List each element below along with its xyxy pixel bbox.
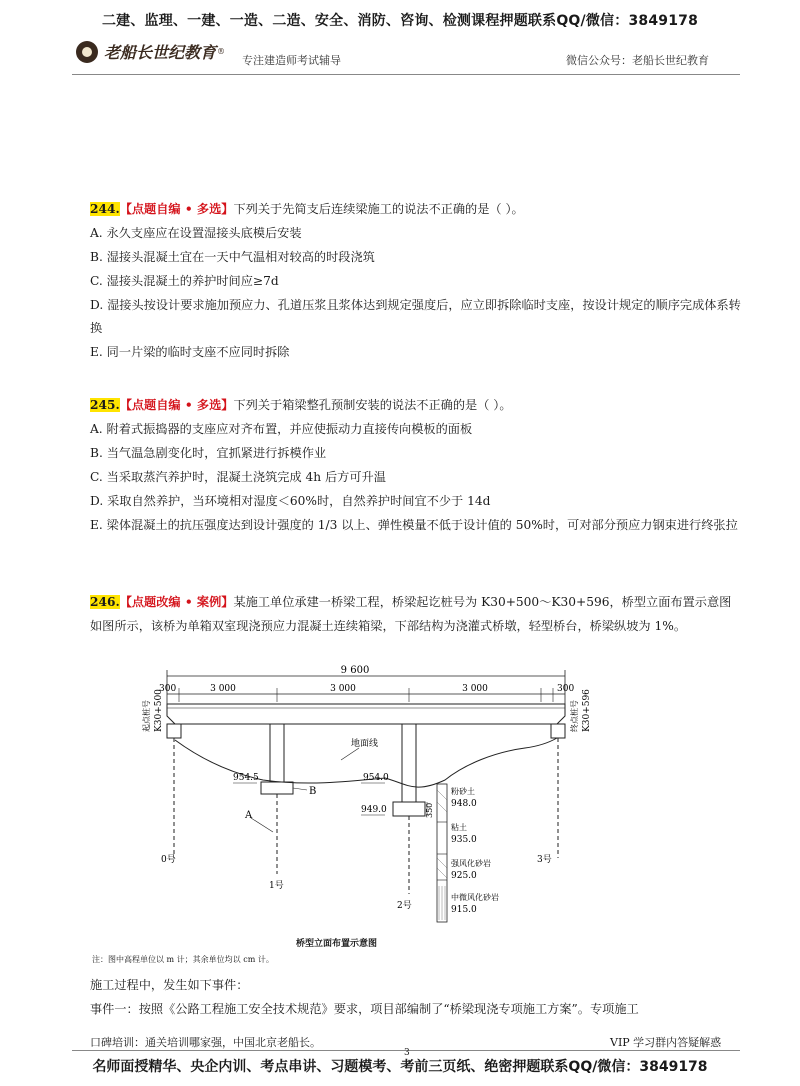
start-station-label: 起点桩号	[142, 700, 151, 732]
footer-right: VIP 学习群内答疑解惑	[610, 1036, 722, 1049]
span-2: 3 000	[330, 684, 356, 694]
footer-left: 口碑培训：通关培训哪家强，中国北京老船长。	[90, 1036, 321, 1049]
logo-text: 老船长世纪教育	[104, 43, 217, 62]
pier-label-1: 1号	[269, 881, 284, 891]
pier-1-cap	[261, 782, 293, 794]
header-divider	[72, 74, 740, 75]
option-d: D. 采取自然养护，当环境相对湿度＜60%时，自然养护时间宜不少于 14d	[90, 494, 491, 508]
span-1: 3 000	[210, 684, 236, 694]
diagram-note: 注：图中高程单位以 m 计；其余单位均以 cm 计。	[92, 955, 274, 964]
ground-line-label: 地面线	[351, 739, 379, 749]
question-tag: 【点题自编 • 多选】	[119, 202, 234, 216]
pier-label-0: 0号	[161, 855, 176, 865]
option-e: E. 同一片梁的临时支座不应同时拆除	[90, 345, 290, 359]
option-b: B. 当气温急剧变化时，宜抓紧进行拆模作业	[90, 446, 327, 460]
bridge-elevation-diagram	[142, 662, 605, 932]
header-wechat: 微信公众号：老船长世纪教育	[566, 54, 709, 67]
stratum-2-elev: 935.0	[451, 835, 477, 845]
pier-2-column	[402, 724, 416, 802]
bottom-banner: 名师面授精华、央企内训、考点串讲、习题模考、考前三页纸、绝密押题联系QQ/微信：3849178	[92, 1059, 708, 1075]
total-span: 9 600	[340, 665, 370, 676]
question-text: 下列关于先简支后连续梁施工的说法不正确的是（ ）。	[233, 202, 524, 216]
question-246-stem	[90, 590, 740, 638]
event-intro: 施工过程中，发生如下事件：	[90, 978, 249, 992]
question-tag: 【点题改编 • 案例】	[119, 595, 234, 609]
span-end-left: 300	[159, 684, 177, 694]
question-245-stem	[90, 394, 740, 417]
pier-2-cap	[393, 802, 425, 816]
span-end-right: 300	[557, 684, 575, 694]
abutment-3	[551, 724, 565, 738]
registered-mark: ®	[217, 47, 226, 56]
option-c: C. 湿接头混凝土的养护时间应≥7d	[90, 274, 279, 288]
option-c: C. 当采取蒸汽养护时，混凝土浇筑完成 4h 后方可升温	[90, 470, 386, 484]
question-text: 下列关于箱梁整孔预制安装的说法不正确的是（ ）。	[233, 398, 512, 412]
elev-ground-2: 954.0	[363, 773, 389, 783]
stratum-2-name: 粘土	[451, 823, 467, 832]
diagram-caption: 桥型立面布置示意图	[296, 939, 378, 949]
stratum-3-elev: 925.0	[451, 871, 477, 881]
option-a: A. 附着式振捣器的支座应对齐布置，并应使振动力直接传向模板的面板	[90, 422, 473, 436]
ship-wheel-icon	[76, 41, 98, 63]
stratum-3-name: 强风化砂岩	[451, 859, 491, 868]
label-b: B	[309, 786, 317, 797]
stratum-1-name: 粉砂土	[451, 787, 475, 796]
question-number: 244.	[90, 202, 120, 216]
start-station: K30+500	[154, 689, 164, 732]
label-a: A	[245, 810, 253, 821]
top-banner: 二建、监理、一建、一造、二造、安全、消防、咨询、检测课程押题联系QQ/微信：3849178	[101, 13, 699, 29]
stratum-1-elev: 948.0	[451, 799, 477, 809]
stratum-4-elev: 915.0	[451, 905, 477, 915]
elev-pier-1: 954.5	[233, 773, 259, 783]
brand-logo	[76, 40, 225, 63]
question-number: 246.	[90, 595, 120, 609]
stratum-4-name: 中微风化砂岩	[451, 893, 499, 902]
question-number: 245.	[90, 398, 120, 412]
event-one: 事件一：按照《公路工程施工安全技术规范》要求，项目部编制了“桥梁现浇专项施工方案”。专项施工	[90, 1002, 639, 1016]
question-text: 某施工单位承建一桥梁工程，桥梁起讫桩号为 K30+500～K30+596，桥型立面布置示意图如图所示，该桥为单箱双室现浇预应力混凝土连续箱梁，下部结构为浇灌式桥墩，轻型桥台，桥梁纵坡为 1%。	[90, 595, 732, 633]
end-station: K30+596	[582, 689, 592, 732]
option-b: B. 湿接头混凝土宜在一天中气温相对较高的时段浇筑	[90, 250, 375, 264]
question-244-stem	[90, 198, 740, 221]
box-girder	[167, 704, 565, 724]
elev-pier-2: 949.0	[361, 805, 387, 815]
pier-label-2: 2号	[397, 901, 412, 911]
span-3: 3 000	[462, 684, 488, 694]
question-tag: 【点题自编 • 多选】	[119, 398, 234, 412]
option-d: D. 湿接头按设计要求施加预应力、孔道压浆且浆体达到规定强度后，应立即拆除临时支座，按设计规定的顺序完成体系转换	[90, 298, 741, 335]
header-tagline: 专注建造师考试辅导	[242, 54, 341, 67]
option-a: A. 永久支座应在设置湿接头底模后安装	[90, 226, 302, 240]
page-number: 3	[404, 1048, 410, 1058]
dim-350: 350	[425, 802, 434, 818]
end-station-label: 终点桩号	[570, 700, 579, 732]
pier-label-3: 3号	[537, 855, 552, 865]
option-e: E. 梁体混凝土的抗压强度达到设计强度的 1/3 以上、弹性模量不低于设计值的 50%时，可对部分预应力钢束进行终张拉	[90, 518, 738, 532]
abutment-0	[167, 724, 181, 738]
pier-1-column	[270, 724, 284, 782]
